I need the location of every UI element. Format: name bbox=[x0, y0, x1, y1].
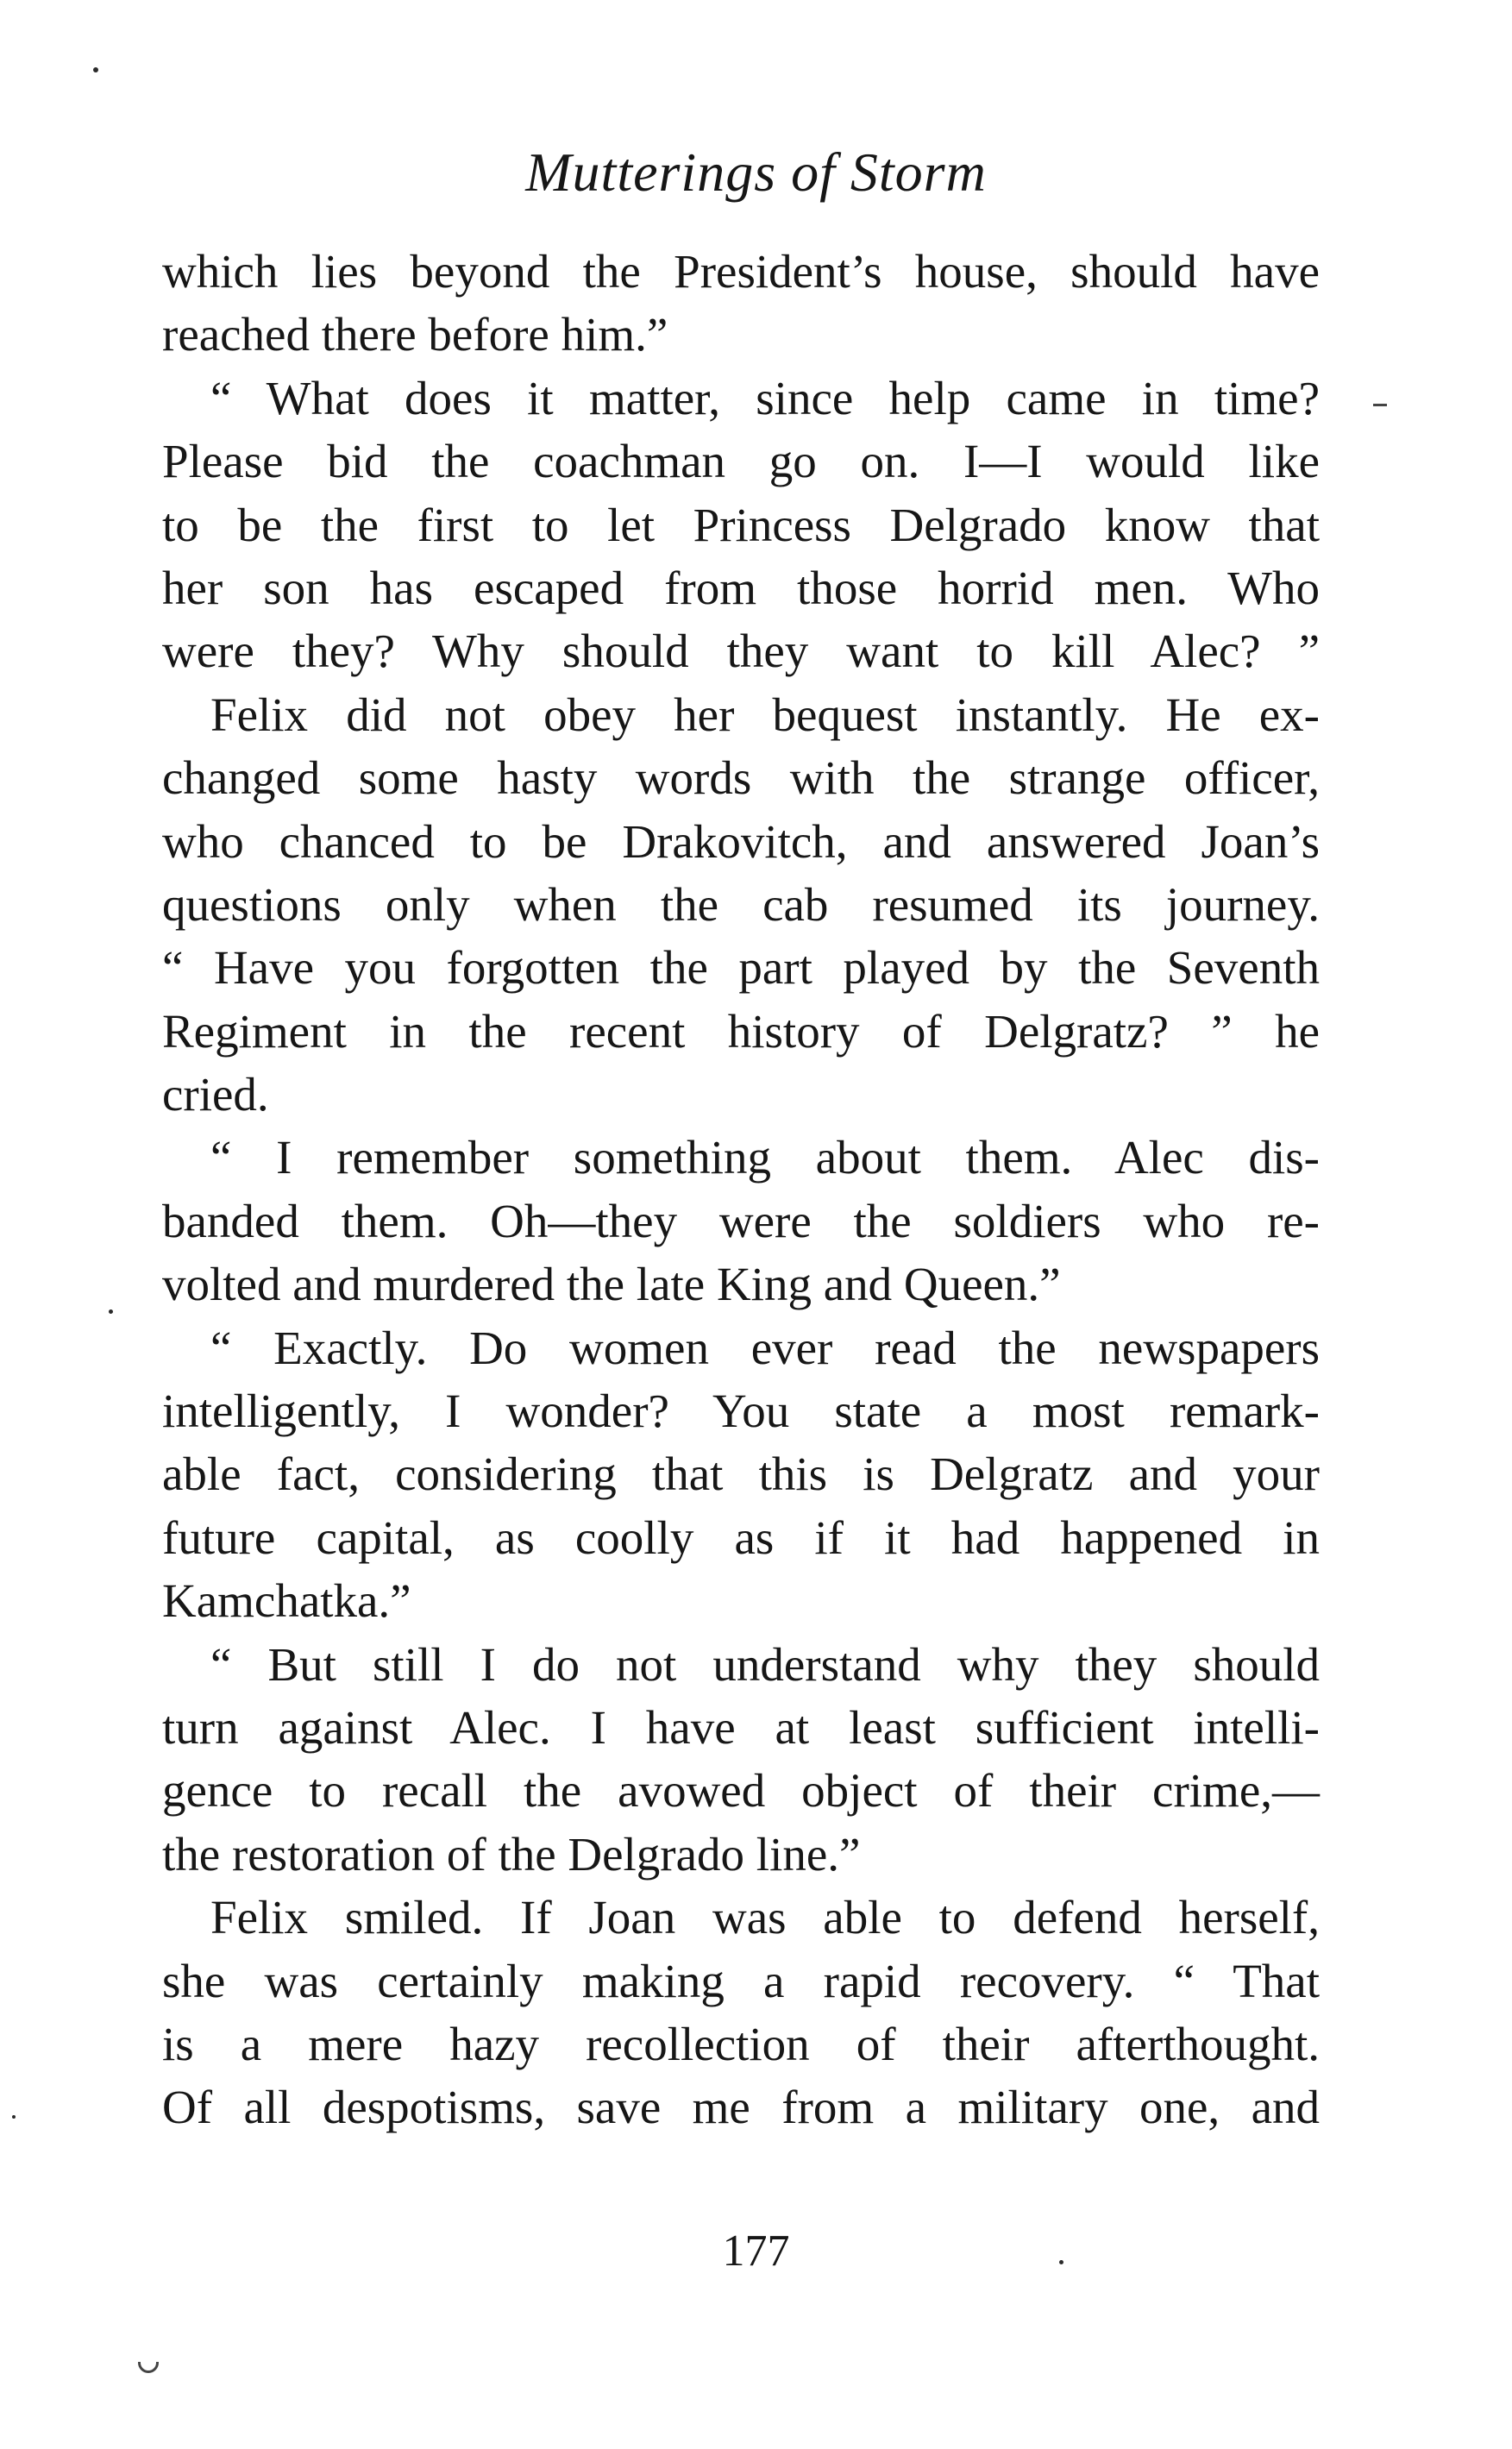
text-line: Please bid the coachman go on. I—I would like bbox=[162, 435, 1320, 488]
text-line: volted and murdered the late King and Queen.” bbox=[162, 1258, 1061, 1311]
text-line: who chanced to be Drakovitch, and answered Joan’s bbox=[162, 814, 1320, 868]
scan-mark bbox=[1373, 404, 1387, 406]
text-line: Felix smiled. If Joan was able to defend herself, bbox=[210, 1891, 1320, 1944]
text-line: cried. bbox=[162, 1068, 269, 1121]
text-line: were they? Why should they want to kill Alec? ” bbox=[162, 625, 1320, 678]
page-number: 177 bbox=[722, 2226, 790, 2276]
text-line: the restoration of the Delgrado line.” bbox=[162, 1827, 861, 1881]
body-text bbox=[162, 240, 1320, 2139]
text-line: her son has escaped from those horrid men. Who bbox=[162, 561, 1320, 614]
text-line: able fact, considering that this is Delgratz and your bbox=[162, 1447, 1320, 1501]
text-line: “ But still I do not understand why they should bbox=[210, 1637, 1320, 1691]
text-line: Of all despotisms, save me from a military one, and bbox=[162, 2081, 1320, 2134]
text-line: Regiment in the recent history of Delgratz? ” he bbox=[162, 1004, 1320, 1058]
text-line: is a mere hazy recollection of their afterthought. bbox=[162, 2017, 1320, 2070]
running-title: Mutterings of Storm bbox=[525, 141, 987, 203]
text-line: which lies beyond the President’s house, should have bbox=[162, 245, 1320, 298]
text-line: reached there before him.” bbox=[162, 308, 668, 361]
text-line: she was certainly making a rapid recovery. “ That bbox=[162, 1954, 1320, 2007]
text-line: gence to recall the avowed object of their crime,— bbox=[162, 1764, 1320, 1818]
text-line: questions only when the cab resumed its journey. bbox=[162, 877, 1320, 931]
text-line: “ Exactly. Do women ever read the newspapers bbox=[210, 1321, 1320, 1374]
scan-speck bbox=[12, 2115, 16, 2119]
text-line: banded them. Oh—they were the soldiers who re- bbox=[162, 1194, 1320, 1247]
text-line: “ I remember something about them. Alec dis- bbox=[210, 1131, 1320, 1184]
scan-speck bbox=[1059, 2260, 1063, 2264]
text-line: Felix did not obey her bequest instantly. He ex- bbox=[210, 688, 1320, 741]
scan-speck bbox=[93, 67, 98, 72]
text-line: “ What does it matter, since help came in time? bbox=[210, 371, 1320, 424]
text-line: changed some hasty words with the strange officer, bbox=[162, 751, 1320, 805]
scan-mark bbox=[138, 2362, 159, 2373]
text-line: “ Have you forgotten the part played by the Seventh bbox=[162, 941, 1320, 995]
text-line: intelligently, I wonder? You state a most remark- bbox=[162, 1385, 1320, 1438]
text-line: future capital, as coolly as if it had happened in bbox=[162, 1510, 1320, 1564]
text-line: Kamchatka.” bbox=[162, 1574, 411, 1628]
text-line: to be the first to let Princess Delgrado know that bbox=[162, 498, 1320, 551]
scan-speck bbox=[109, 1309, 113, 1314]
text-line: turn against Alec. I have at least sufficient intelli- bbox=[162, 1700, 1320, 1754]
